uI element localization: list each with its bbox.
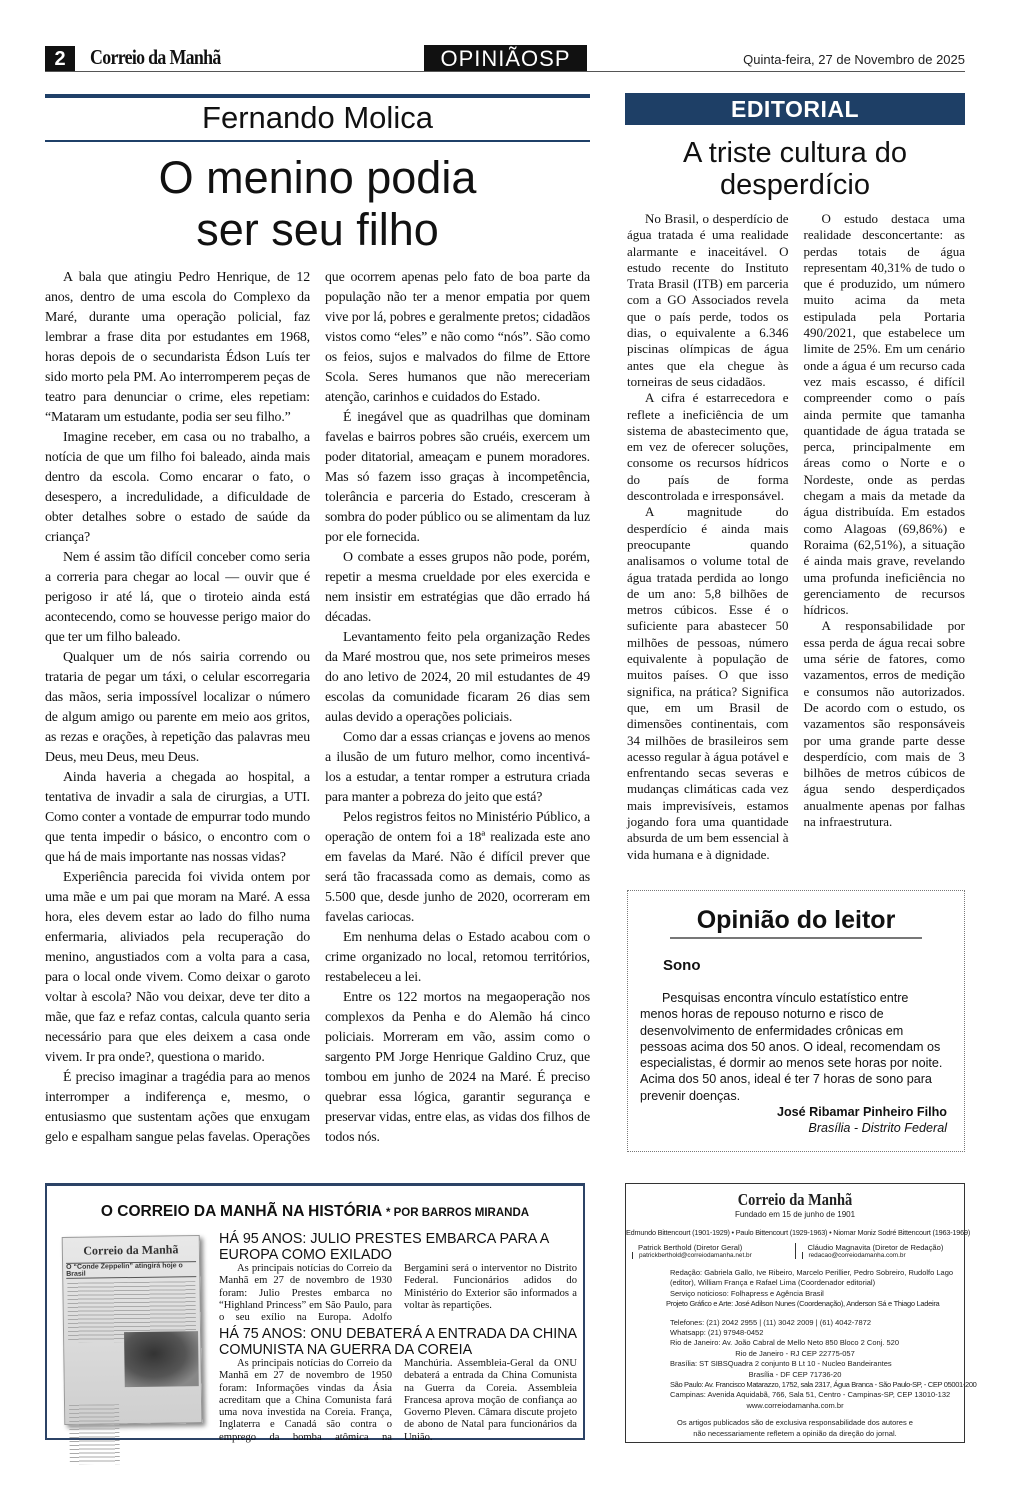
paragraph: É preciso imaginar a tragédia para ao menos interromper a indiferença e, mesmo, o entusiasmo que sustentam ações que enxugam gelo e espalham sangue pelas favelas. Operações que ocorrem apenas pelo fato de boa parte da população não ter a menor empatia por quem vive por lá, pobres e geralmente pretos; cidadãos vistos como “eles” e não como “nós”. São como os feios, sujos e malvados do filme de Ettore Scola. Seres humanos que não mereceriam atenção, carinhos e cuidados do Estado.	[45, 270, 590, 1145]
editorial-body	[627, 211, 965, 866]
director-general	[626, 1243, 795, 1259]
paragraph: No Brasil, o desperdício de água tratada é uma realidade alarmante e inaceitável. O estudo recente do Instituto Trata Brasil (ITB) em parceria com a GO Associados revela que o país perde, todos os dias, o equivalente a 6.346 piscinas olímpicas de água antes que ela chegue às torneiras de seus cidadãos.	[627, 211, 789, 389]
contact-line: São Paulo: Av. Francisco Matarazzo, 1752, sala 2317, Água Branca - São Paulo-SP, - CEP 05001-200	[670, 1380, 977, 1390]
history-heading: HÁ 75 ANOS: ONU DEBATERÁ A ENTRADA DA CHINA COMUNISTA NA GUERRA DA COREIA	[219, 1326, 577, 1358]
paragraph: Imagine receber, em casa ou no trabalho, a notícia de que um filho foi baleado, ainda mais dentro da escola. Como encarar o fato, o desespero, a incredulidade, a dificuldade de obter detalhes sobre o estado de saúde da criança?	[45, 430, 310, 545]
history-title-text: O CORREIO DA MANHÃ NA HISTÓRIA	[100, 1203, 382, 1220]
contact-line: Telefones: (21) 2042 2955 | (11) 3042 2009 | (61) 4042-7872	[670, 1317, 871, 1327]
reader-opinion-title: Opinião do leitor	[670, 906, 922, 939]
contact-line: Campinas: Avenida Aquidabã, 766, Sala 51, Centro - Campinas-SP, CEP 13010-132	[670, 1390, 951, 1400]
header-divider	[45, 71, 965, 72]
section-label: OPINIÃOSP	[424, 45, 587, 72]
reader-location: Brasília - Distrito Federal	[808, 1121, 947, 1136]
paragraph: Qualquer um de nós sairia correndo ou trataria de pegar um táxi, o celular escorregaria das mãos, seria impossível localizar o número de algum amigo ou parente em meio aos gritos, as rezas e orações, à repetição das palavras meu Deus, meu Deus, meu Deus.	[45, 650, 310, 765]
paragraph: Ainda haveria a chegada ao hospital, a tentativa de invadir a sala de cirurgias, a UTI. Como conter a vontade de empurrar todo mundo que tenta impedir o básico, o encontro com o que há de mais importante nas nossas vidas?	[45, 770, 310, 865]
contact-line: Rio de Janeiro: Av. João Cabral de Mello Neto 850 Bloco 2 Conj. 520	[670, 1338, 900, 1348]
paragraph: Entre os 122 mortos na megaoperação nos complexos da Penha e do Alemão há cinco policiais. Morreram em vão, assim como o sargento PM Jorge Henrique Galdino Cruz, que tombou em junho de 2024 na Maré. É preciso quebrar essa lógica, garantir segurança e preservar vidas, entre elas, as vidas dos filhos de todos nós.	[325, 990, 590, 1145]
history-title	[47, 1203, 583, 1221]
masthead-logo: Correio da Manhã	[737, 1190, 853, 1209]
reader-opinion-box	[627, 890, 965, 1152]
history-heading: HÁ 95 ANOS: JULIO PRESTES EMBARCA PARA A EUROPA COMO EXILADO	[219, 1231, 549, 1263]
reader-letter-subject: Sono	[663, 957, 701, 974]
staff-list	[666, 1268, 956, 1310]
contact-line: Brasília: ST SIBSQuadra 2 conjunto B Lt 10 - Nucleo Bandeirantes	[670, 1359, 892, 1369]
contact-line: Whatsapp: (21) 97948-0452	[670, 1328, 764, 1338]
column-author: Fernando Molica	[202, 100, 433, 135]
article-body	[45, 268, 590, 1153]
archive-text-lines	[69, 1404, 120, 1465]
history-box	[45, 1183, 585, 1443]
archive-newspaper-image	[62, 1235, 203, 1425]
paragraph: Em nenhuma delas o Estado acabou com o crime organizado no local, retomou territórios, restabeleceu a lei.	[325, 930, 590, 985]
disclaimer: Os artigos publicados são de exclusiva responsabilidade dos autores e não necessariamente refletem a opinião da direção do jornal.	[677, 1418, 913, 1438]
director-name: Patrick Berthold (Diretor Geral)	[638, 1243, 743, 1252]
editorial-title: A triste cultura do desperdício	[682, 137, 908, 201]
paragraph: Nem é assim tão difícil conceber como seria a correria para chegar ao local — ouvir que é perigoso ir até lá, que o tiroteio ainda está acontecendo, como se houvesse perigo maior do que ter um filho baleado.	[45, 550, 310, 645]
editorial-label: EDITORIAL	[625, 93, 965, 125]
paragraph: A magnitude do desperdício é ainda mais preocupante quando analisamos o volume total de água tratada perdida ao longo de um ano: 5,8 bilhões de metros cúbicos. Esse é o suficiente para abastecer 50 milhões de pessoas, número equivalente à população de muitos países. O que isso significa, na prática? Significa que, em um Brasil de dimensões continentais, com 34 milhões de brasileiros sem acesso regular à água potável e enfrentando secas severas e mudanças climáticas cada vez mais imprevisíveis, estamos jogando fora uma quantidade absurda de um bem essencial à vida humana e à dignidade.	[627, 504, 789, 862]
founders: Edmundo Bittencourt (1901-1929) • Paulo Bittencourt (1929-1963) • Niomar Moniz Sodré Bittencourt (1963-1969)	[626, 1228, 971, 1237]
reader-letter-body: Pesquisas encontra vínculo estatístico entre menos horas de repouso noturno e risco de desenvolvimento de enfermidades crônicas em pessoas acima dos 50 anos. O ideal, recomendam os especialistas, é dormir ao menos sete horas por noite. Acima dos 50 anos, ideal é ter 7 horas de sono para prevenir doenças.	[640, 991, 943, 1103]
paragraph: Levantamento feito pela organização Redes da Maré mostrou que, nos sete primeiros meses do ano letivo de 2024, 20 mil estudantes de 49 escolas da comunidade ficaram 26 dias sem aulas devido a operações policiais.	[325, 630, 590, 725]
editorial-director	[795, 1243, 965, 1259]
zeppelin-photo	[124, 1331, 199, 1387]
paragraph: O combate a esses grupos não pode, porém, repetir a mesma crueldade por eles exercida e nem insistir em estratégias que dão errado há décadas.	[325, 550, 590, 625]
staff-line: Redação: Gabriela Gallo, Ive Ribeiro, Marcelo Perillier, Pedro Sobreiro, Rudolfo Lago (editor), William França e Rafael Lima (Coordenador editorial)	[670, 1268, 954, 1288]
director-email[interactable]: redacao@correiodamanha.com.br	[802, 1252, 965, 1259]
archive-headline: O “Conde Zeppelin” atingirá hoje o Brasil	[66, 1261, 196, 1279]
contacts-list	[670, 1317, 977, 1412]
staff-line: Projeto Gráfico e Arte: José Adilson Nunes (Coordenação), Anderson Sá e Thiago Ladeira	[666, 1299, 940, 1309]
reader-signature: José Ribamar Pinheiro Filho	[776, 1105, 947, 1120]
director-email[interactable]: patrickberthold@correiodamanha.net.br	[632, 1252, 795, 1259]
issue-date: Quinta-feira, 27 de Novembro de 2025	[743, 52, 965, 67]
founded-date: Fundado em 15 de junho de 1901	[734, 1210, 856, 1219]
paragraph: Pelos registros feitos no Ministério Público, a operação de ontem foi a 18ª realizada este ano em favelas da Maré. Não é difícil prever que será tão fracassada como as demais, como as 5.500 que, desde junho de 2020, ocorreram em favelas cariocas.	[325, 810, 590, 925]
author-divider	[45, 140, 590, 142]
contact-line: Rio de Janeiro - RJ CEP 22775-057	[735, 1348, 855, 1358]
history-text	[219, 1263, 577, 1324]
page-number: 2	[45, 46, 75, 72]
contact-line: Brasília - DF CEP 71736-20	[748, 1369, 842, 1379]
masthead-box	[625, 1183, 977, 1443]
reader-letter-text	[640, 990, 947, 1104]
archive-masthead: Correio da Manhã	[83, 1242, 179, 1258]
director-name: Cláudio Magnavita (Diretor de Redação)	[807, 1243, 944, 1252]
paragraph: As principais notícias do Correio da Manhã em 27 de novembro de 1930 foram: Julio Prestes embarca no “Highland Princess” em São Paulo, para o seu exílio na Europa. Adolfo Bergamini será o interventor no Distrito Federal. Funcionários adidos do Ministério do Exterior são informados a voltar às repartições.	[219, 1263, 577, 1324]
paragraph: Experiência parecida foi vivida ontem por uma mãe e um pai que moram na Maré. A essa hora, eles devem estar ao lado do filho numa enfermaria, aliviados pela recuperação do menino, angustiados com a volta para a casa, para o local onde vivem. Como deixar o garoto voltar à escola? Não vou deixar, deve ter dito a mãe, que faz e refaz contas, calcula quanto seria necessário para que eles deixem a casa onde vivem. Ir pra onde?, questiona o marido.	[45, 870, 310, 1065]
paragraph: A cifra é estarrecedora e reflete a ineficiência de um sistema de abastecimento que, em vez de oferecer soluções, consome os recursos hídricos do país de forma descontrolada e irresponsável.	[627, 390, 789, 504]
staff-line: Serviço noticioso: Folhapress e Agência Brasil	[670, 1288, 824, 1298]
paragraph: O estudo destaca uma realidade desconcertante: as perdas totais de água representam 40,31% de tudo o que é produzido, um número muito acima da meta estipulada pela Portaria 490/2021, que estabelece um limite de 25%. Em um cenário onde a água é um recurso cada vez mais escasso, é difícil compreender como o país ainda permite que tamanha quantidade de água tratada se perca, principalmente em áreas como o Norte e o Nordeste, onde as perdas chegam a mais da metade da água distribuída. Em estados como Alagoas (69,86%) e Roraima (62,51%), a situação é ainda mais grave, revelando uma profunda ineficiência no gerenciamento de recursos hídricos.	[803, 211, 965, 618]
author-top-bar	[45, 94, 590, 98]
website-link[interactable]: www.correiodamanha.com.br	[746, 1400, 844, 1410]
history-byline: * POR BARROS MIRANDA	[385, 1207, 530, 1219]
paragraph: A responsabilidade por essa perda de água recai sobre uma série de fatores, como vazamentos, erros de medição e consumos não autorizados. De acordo com o estudo, os vazamentos são responsáveis por uma grande parte desse desperdício, com mais de 3 bilhões de metros cúbicos de água sendo desperdiçados anualmente apenas por falhas na infraestrutura.	[803, 618, 965, 829]
paragraph: É inegável que as quadrilhas que dominam favelas e bairros pobres são cruéis, exercem um poder ditatorial, ameaçam e punem moradores. Mas só fazem isso graças à incompetência, tolerância e parceria do Estado, cresceram à sombra do poder público ou se alimentam da luz por ele fornecida.	[325, 410, 590, 545]
paragraph: As principais notícias do Correio da Manhã em 27 de novembro de 1950 foram: Informações vindas da Ásia acreditam que a China Comunista fará uma nova investida na Coreia. França, Inglaterra e Canadá são contra o emprego da bomba atômica na Manchúria. Assembleia-Geral da ONU debaterá a entrada da China Comunista na Guerra da Coreia. Assembleia Francesa aprova moção de confiança ao Governo Pleven. Câmara discute projeto de abono de Natal para funcionários da União.	[219, 1358, 577, 1443]
paragraph: Como dar a essas crianças e jovens ao menos a ilusão de um futuro melhor, como incentivá-los a estudar, a tentar romper a estrutura criada para manter a pobreza do jeito que está?	[325, 730, 590, 805]
paragraph: A bala que atingiu Pedro Henrique, de 12 anos, dentro de uma escola do Complexo da Maré, durante uma operação policial, faz lembrar a frase dita por estudantes em 1968, horas depois de o secundarista Édson Luís ter sido morto pela PM. Ao interromperem peças de teatro para denunciar o crime, eles repetiam: “Mataram um estudante, podia ser seu filho.”	[45, 270, 310, 425]
history-text	[219, 1358, 577, 1444]
article-headline: O menino podia ser seu filho	[158, 152, 477, 255]
newspaper-logo: Correio da Manhã	[90, 45, 221, 69]
